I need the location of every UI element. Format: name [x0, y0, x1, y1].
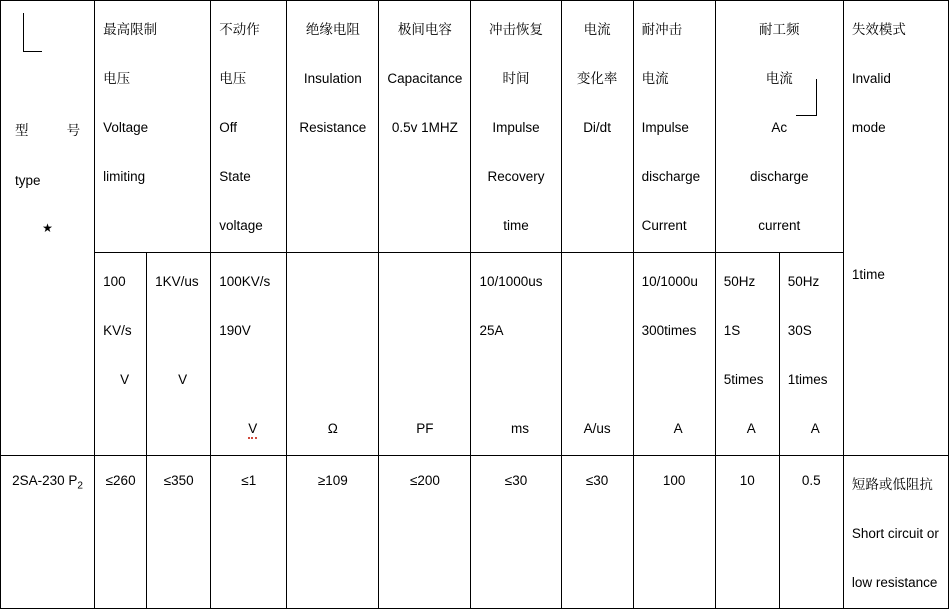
- subheader-line: 100KV/s: [219, 274, 271, 290]
- subheader-line: 25A: [479, 323, 504, 339]
- header-line: 失效模式: [851, 22, 906, 37]
- header-line: [852, 152, 856, 201]
- cell-capacitance: ≤200: [379, 455, 471, 608]
- header-line: 耐工频: [759, 22, 800, 37]
- header-impulse-recovery-time: [471, 1, 561, 253]
- ac-bracket-icon: [796, 79, 817, 116]
- header-line: discharge: [749, 169, 809, 184]
- header-line: State: [219, 169, 251, 184]
- header-line: Resistance: [299, 120, 367, 135]
- header-line: mode: [851, 120, 886, 135]
- header-line: discharge: [641, 169, 701, 184]
- subheader-line: 50Hz: [787, 274, 820, 290]
- header-ac-discharge-current: [715, 1, 843, 253]
- header-line: Impulse: [492, 120, 540, 135]
- subheader-impulse-recovery: [471, 253, 561, 456]
- cell-off-state-voltage: ≤1: [211, 455, 287, 608]
- header-line: voltage: [219, 218, 263, 233]
- subheader-line: [155, 306, 159, 355]
- subheader-line: [595, 257, 599, 306]
- subheader-unit: ms: [511, 421, 529, 437]
- subheader-line: 5times: [723, 372, 764, 388]
- subheader-impulse-discharge: [633, 253, 715, 456]
- header-line: 时间: [502, 71, 530, 86]
- header-line: limiting: [103, 169, 146, 184]
- table-subheader-row: [1, 253, 949, 456]
- header-line: Ac: [771, 120, 788, 135]
- subheader-ac-50hz-30s: [779, 253, 843, 456]
- type-bracket-icon: [23, 13, 42, 52]
- subheader-line: [331, 355, 335, 404]
- cell-max-limit-100kvs: ≤260: [95, 455, 147, 608]
- subheader-unit: A/us: [583, 421, 611, 437]
- header-line: 电流: [641, 71, 669, 86]
- header-line: Invalid: [851, 71, 891, 86]
- header-line: Current: [641, 218, 687, 233]
- subheader-unit: PF: [416, 421, 434, 437]
- subheader-unit: V: [248, 421, 257, 439]
- header-line: current: [758, 218, 801, 233]
- subheader-line: 1S: [723, 323, 741, 339]
- subheader-line: [595, 306, 599, 355]
- header-current-change-rate: [561, 1, 633, 253]
- subheader-line: 30S: [787, 323, 812, 339]
- subheader-unit: A: [673, 421, 683, 437]
- subheader-insulation: [287, 253, 379, 456]
- header-line: Capacitance: [387, 71, 463, 86]
- header-line: 电压: [219, 71, 247, 86]
- header-impulse-discharge-current: [633, 1, 715, 253]
- cell-ac-50hz-30s: 0.5: [779, 455, 843, 608]
- header-type-label-cn-b: 号: [66, 123, 81, 138]
- header-line: 电流: [583, 22, 611, 37]
- cell-impulse-recovery-time: ≤30: [471, 455, 561, 608]
- header-type-star: ★: [42, 221, 53, 235]
- cell-impulse-discharge-current: 100: [633, 455, 715, 608]
- subheader-line: [642, 355, 646, 404]
- header-max-limit-voltage: [95, 1, 211, 253]
- header-line: time: [503, 218, 529, 233]
- cell-insulation-resistance: ≥109: [287, 455, 379, 608]
- header-type-cell: [1, 1, 95, 456]
- subheader-line: 50Hz: [723, 274, 756, 290]
- header-capacitance: [379, 1, 471, 253]
- header-failure-mode: [843, 1, 948, 456]
- failure-mode-line: low resistance: [851, 574, 938, 590]
- subheader-line: [479, 355, 483, 404]
- cell-type-name: [1, 455, 95, 608]
- header-type-label-en: type: [15, 173, 41, 188]
- subheader-unit: V: [178, 372, 188, 388]
- header-line: 绝缘电阻: [305, 22, 360, 37]
- type-name-text: 2SA-230 P: [12, 472, 78, 488]
- subheader-line: 10/1000u: [641, 274, 698, 290]
- subheader-line: 190V: [219, 323, 251, 339]
- header-line: Off: [219, 120, 237, 135]
- header-line: 变化率: [576, 71, 618, 86]
- header-off-state-voltage: [211, 1, 287, 253]
- header-line: 不动作: [219, 22, 260, 37]
- subheader-line: 1KV/us: [155, 274, 199, 290]
- subheader-unit: V: [120, 372, 130, 388]
- header-line: 最高限制: [103, 22, 158, 37]
- header-line: Recovery: [487, 169, 545, 184]
- subheader-line: 100: [103, 274, 126, 290]
- header-type-label-cn-a: 型: [15, 123, 29, 138]
- header-line: Voltage: [103, 120, 149, 135]
- cell-ac-50hz-1s: 10: [715, 455, 779, 608]
- subheader-line: [423, 257, 427, 306]
- table-row: [1, 455, 949, 608]
- header-line: 0.5v 1MHZ: [391, 120, 458, 135]
- header-line: 冲击恢复: [489, 22, 543, 37]
- subheader-line: KV/s: [103, 323, 132, 339]
- cell-max-limit-1kvus: ≤350: [147, 455, 211, 608]
- subheader-line: 10/1000us: [479, 274, 543, 290]
- table-header-row: [1, 1, 949, 253]
- header-line: 极间电容: [397, 22, 452, 37]
- subheader-line: [331, 257, 335, 306]
- header-line: Di/dt: [583, 120, 611, 135]
- header-line: 电流: [765, 71, 793, 86]
- subheader-100kvs: [95, 253, 147, 456]
- failure-mode-line: 短路或低阻抗: [851, 476, 933, 492]
- header-line: 电压: [103, 71, 131, 86]
- cell-current-change-rate: ≤30: [561, 455, 633, 608]
- subheader-unit: A: [810, 421, 820, 437]
- subheader-line: [331, 306, 335, 355]
- header-line: [852, 201, 856, 250]
- subheader-line: [423, 355, 427, 404]
- header-line: 耐冲击: [641, 22, 683, 37]
- header-insulation-resistance: [287, 1, 379, 253]
- subheader-capacitance: [379, 253, 471, 456]
- subheader-unit: A: [746, 421, 756, 437]
- failure-mode-line: Short circuit or: [851, 525, 939, 541]
- subheader-didt: [561, 253, 633, 456]
- subheader-line: 1times: [787, 372, 828, 388]
- cell-failure-mode: [843, 455, 948, 608]
- subheader-ac-50hz-1s: [715, 253, 779, 456]
- header-line: Insulation: [303, 71, 362, 86]
- type-name-subscript: 2: [77, 480, 83, 492]
- subheader-1kvus: [147, 253, 211, 456]
- subheader-line: [219, 355, 223, 404]
- subheader-line: [595, 355, 599, 404]
- header-line: Impulse: [641, 120, 689, 135]
- subheader-line: [423, 306, 427, 355]
- subheader-unit: Ω: [327, 421, 338, 437]
- subheader-off-state: [211, 253, 287, 456]
- subheader-line: 300times: [641, 323, 697, 339]
- header-line: 1time: [851, 267, 885, 282]
